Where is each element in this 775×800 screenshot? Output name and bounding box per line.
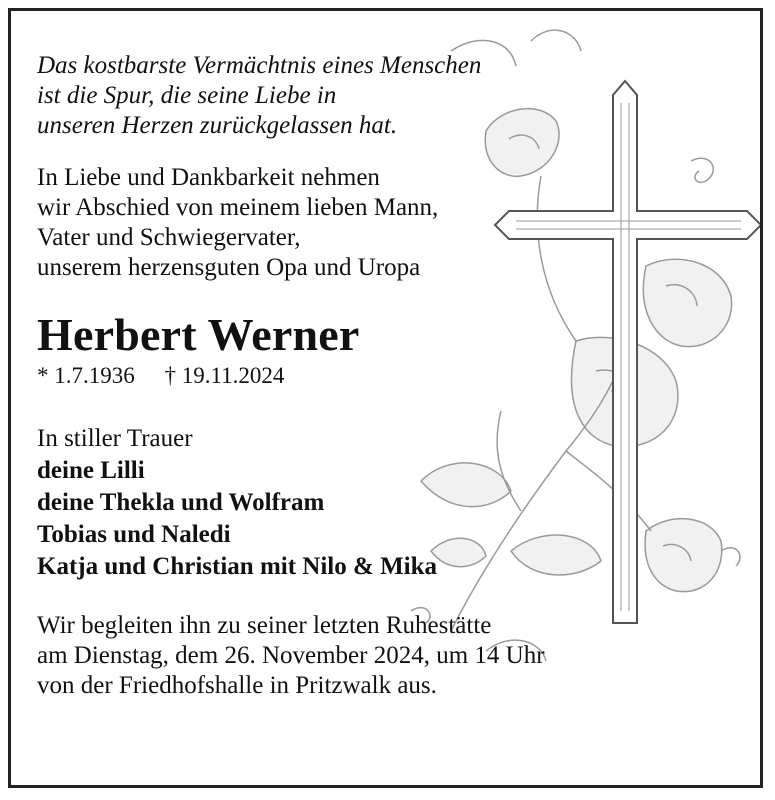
funeral-line: Wir begleiten ihn zu seiner letzten Ruhestätte <box>37 612 492 639</box>
quote-line: unseren Herzen zurückgelassen hat. <box>37 112 398 139</box>
mourner-name: deine Thekla und Wolfram <box>37 489 325 516</box>
mourner-name: Katja und Christian mit Nilo & Mika <box>37 553 438 580</box>
deceased-name: Herbert Werner <box>37 309 360 360</box>
intro-line: wir Abschied von meinem lieben Mann, <box>37 194 439 221</box>
mourners-list <box>37 423 760 583</box>
death-date: † 19.11.2024 <box>164 363 285 388</box>
mourning-lead: In stiller Trauer <box>37 425 193 452</box>
memorial-quote <box>37 51 760 141</box>
obituary-text <box>37 51 760 701</box>
mourner-name: Tobias und Naledi <box>37 521 231 548</box>
funeral-line: am Dienstag, dem 26. November 2024, um 14 Uhr <box>37 642 545 669</box>
mourner-name: deine Lilli <box>37 457 145 484</box>
farewell-intro <box>37 163 760 283</box>
intro-line: Vater und Schwiegervater, <box>37 224 301 251</box>
life-dates <box>37 363 760 389</box>
funeral-details <box>37 611 760 701</box>
intro-line: unserem herzensguten Opa und Uropa <box>37 254 421 281</box>
quote-line: ist die Spur, die seine Liebe in <box>37 82 337 109</box>
intro-line: In Liebe und Dankbarkeit nehmen <box>37 164 380 191</box>
funeral-line: von der Friedhofshalle in Pritzwalk aus. <box>37 672 437 699</box>
obituary-frame <box>8 8 763 788</box>
birth-date: * 1.7.1936 <box>37 363 135 388</box>
quote-line: Das kostbarste Vermächtnis eines Menschen <box>37 52 482 79</box>
